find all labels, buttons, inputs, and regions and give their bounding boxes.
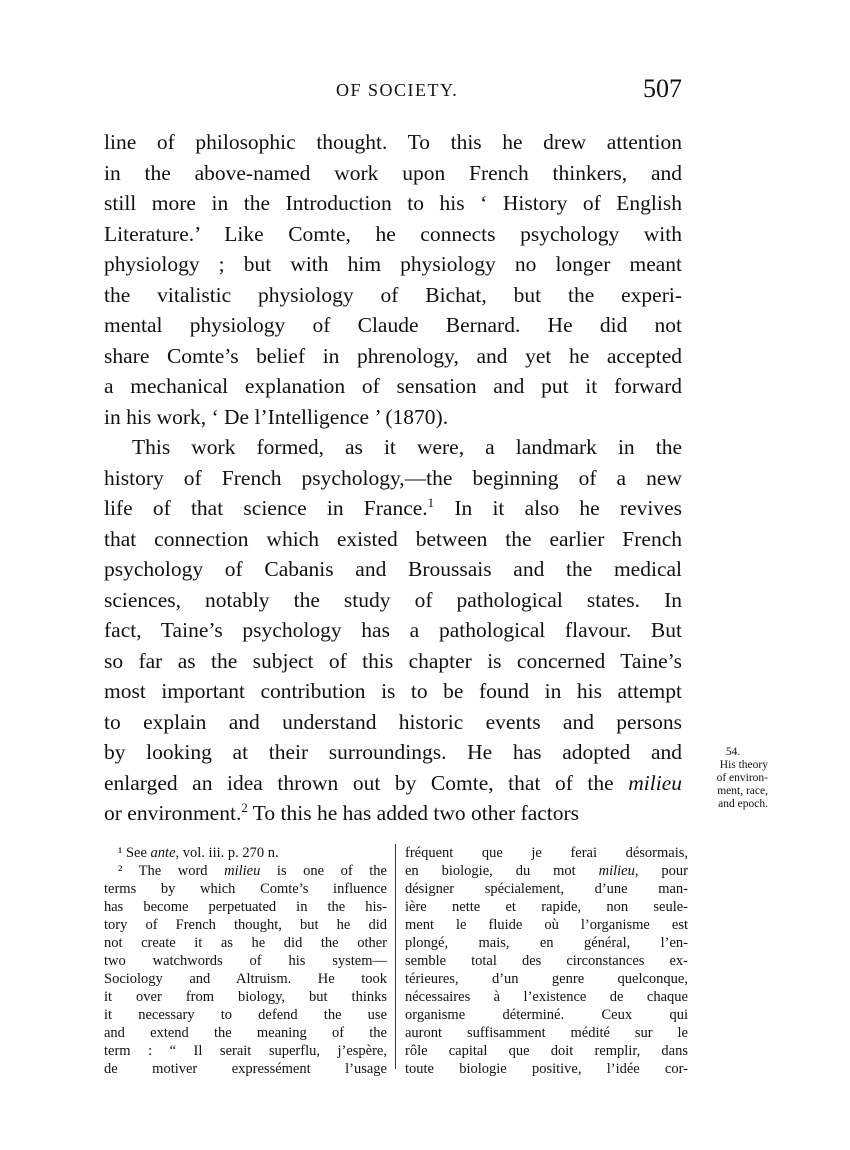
text-line xyxy=(104,798,682,829)
footnotes-left-column xyxy=(104,844,387,1078)
text-line: line of philosophic thought. To this he drew attention xyxy=(104,130,682,154)
italic-word: milieu xyxy=(628,770,682,795)
footnote-line: de motiver expressément l’usage xyxy=(104,1061,387,1077)
text-line: the vitalistic physiology of Bichat, but the experi- xyxy=(104,282,682,307)
text-segment: To this he has added two other factors xyxy=(247,801,580,825)
footnote-line: it over from biology, but thinks xyxy=(104,989,387,1005)
page-number: 507 xyxy=(643,74,682,103)
italic-word: milieu xyxy=(224,863,261,879)
text-segment: enlarged an idea thrown out by Comte, that of the xyxy=(104,770,629,795)
margin-line: 54. xyxy=(725,746,741,758)
footnote-line xyxy=(104,862,387,880)
text-line: This work formed, as it were, a landmark in the xyxy=(132,435,682,459)
footnote-line: tory of French thought, but he did xyxy=(104,917,387,933)
text-line: a mechanical explanation of sensation and put it forward xyxy=(104,374,682,398)
text-line: in the above-named work upon French thinkers, and xyxy=(104,160,682,185)
footnote-line: terms by which Comte’s influence xyxy=(104,881,387,897)
footnote-line xyxy=(104,844,387,862)
column-divider xyxy=(395,844,396,1069)
text-line: so far as the subject of this chapter is concerned Taine’s xyxy=(104,648,682,673)
footnote-line: term : “ Il serait superflu, j’espère, xyxy=(104,1043,387,1059)
margin-line: ment, race, xyxy=(717,785,768,797)
footnote-line: organisme déterminé. Ceux qui xyxy=(405,1007,688,1023)
text-line: most important contribution is to be found in his attempt xyxy=(104,679,682,703)
text-segment: ² The word xyxy=(118,863,225,879)
running-header xyxy=(104,74,682,114)
footnote-line xyxy=(405,862,688,880)
text-line: physiology ; but with him physiology no longer meant xyxy=(104,252,682,276)
text-line xyxy=(104,493,682,524)
margin-line: His theory xyxy=(719,759,768,771)
footnote-line: semble total des circonstances ex- xyxy=(405,953,688,969)
running-title: OF SOCIETY. xyxy=(336,80,459,100)
text-line: that connection which existed between the earlier French xyxy=(104,526,682,551)
footnote-line: rôle capital que doit remplir, dans xyxy=(405,1043,688,1059)
footnote-line: two watchwords of his system— xyxy=(104,953,387,969)
footnote-line: nécessaires à l’existence de chaque xyxy=(405,989,688,1005)
text-line: sciences, notably the study of pathological states. In xyxy=(104,587,682,612)
footnote-line: ment le fluide où l’organisme est xyxy=(405,917,688,933)
text-line: by looking at their surroundings. He has adopted and xyxy=(104,740,682,764)
footnote-line: fréquent que je ferai désormais, xyxy=(405,845,688,861)
text-segment: en biologie, du mot xyxy=(405,863,599,879)
text-line: history of French psychology,—the beginning of a new xyxy=(104,465,682,490)
text-segment: life of that science in France. xyxy=(104,496,428,520)
footnote-line: térieures, d’un genre quelconque, xyxy=(405,971,688,987)
footnote-line: désigner spécialement, d’une man- xyxy=(405,881,688,897)
footnotes-right-column xyxy=(405,844,688,1078)
text-line: in his work, ‘ De l’Intelligence ’ (1870). xyxy=(104,404,449,429)
footnote-mark: 1 xyxy=(427,495,435,510)
italic-word: milieu xyxy=(598,863,635,879)
text-segment: , pour xyxy=(634,863,688,879)
footnote-line: auront suffisamment médité sur le xyxy=(405,1025,688,1041)
text-line: psychology of Cabanis and Broussais and the medical xyxy=(104,557,682,581)
footnote-line: Sociology and Altruism. He took xyxy=(104,971,387,987)
text-line: Literature.’ Like Comte, he connects psychology with xyxy=(104,221,682,246)
text-line: fact, Taine’s psychology has a pathological flavour. But xyxy=(104,618,682,642)
text-segment: In it also he revives xyxy=(434,496,683,520)
footnote-line: ière nette et rapide, non seule- xyxy=(405,899,688,915)
margin-line: and epoch. xyxy=(718,798,768,810)
footnote-line: plongé, mais, en général, l’en- xyxy=(405,935,688,951)
footnote-line: not create it as he did the other xyxy=(104,935,387,951)
text-line: mental physiology of Claude Bernard. He did not xyxy=(104,313,682,337)
text-line: to explain and understand historic events and persons xyxy=(104,709,682,734)
footnote-line: toute biologie positive, l’idée cor- xyxy=(405,1061,688,1077)
margin-line: of environ- xyxy=(716,772,768,784)
footnote-line: has become perpetuated in the his- xyxy=(104,899,387,915)
text-line: still more in the Introduction to his ‘ History of English xyxy=(104,191,682,215)
text-segment: is one of the xyxy=(260,863,387,879)
footnote-line: and extend the meaning of the xyxy=(104,1025,387,1041)
footnote-line: it necessary to defend the use xyxy=(104,1007,387,1023)
text-line: share Comte’s belief in phrenology, and yet he accepted xyxy=(104,343,682,368)
text-line xyxy=(104,768,682,799)
italic-word: ante xyxy=(150,845,176,861)
margin-note xyxy=(688,746,768,811)
text-segment: ¹ See xyxy=(118,845,151,861)
text-segment: or environment. xyxy=(104,801,242,825)
footnote-mark: 2 xyxy=(241,800,248,815)
text-segment: , vol. iii. p. 270 n. xyxy=(175,845,279,861)
main-text xyxy=(104,127,682,829)
